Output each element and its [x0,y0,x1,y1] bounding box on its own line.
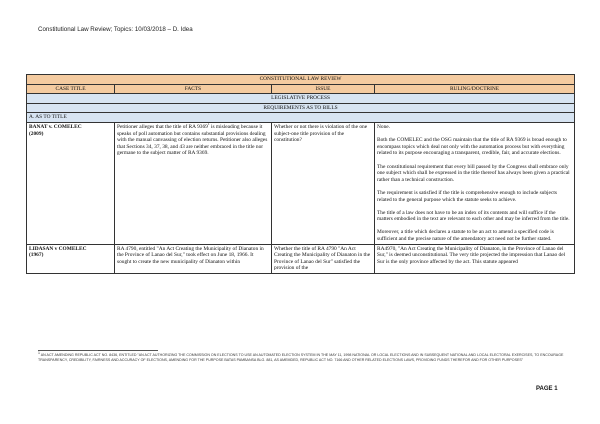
group-label-row [27,113,575,123]
column-header-facts: FACTS [115,84,272,94]
case-digest-table [26,74,575,274]
column-header-case-title: CASE TITLE [27,84,115,94]
page-number: PAGE 1 [536,386,558,392]
section-band: LEGISLATIVE PROCESS [27,94,575,104]
case-title-cell [27,244,115,273]
footnote-divider [38,350,158,351]
table-title: CONSTITUTIONAL LAW REVIEW [27,75,575,85]
facts-cell: RA 4790, entitled "An Act Creating the Municipality of Dianaton in the Province of Lanao del Sur," took effect on June 18, 1966. It sought to create the new municipality of Dianaton within [115,244,272,273]
case-name: BANAT v. COMELEC [29,123,82,130]
case-year: (1967) [29,252,44,259]
table-row [27,122,575,244]
issue-cell: Whether or not there is violation of the one subject-one title provision of the constitution? [272,122,375,244]
issue-cell: Whether the title of RA 4790 "An Act Creating the Municipality of Dianaton in the Province of Lanao del Sur" satisfied the provision of the [272,244,375,273]
ruling-paragraph: The requirement is satisfied if the title is comprehensive enough to include subjects related to the general purpose which the statute seeks to achieve. [377,189,557,203]
ruling-paragraph: None. [377,123,391,130]
column-header-row [27,84,575,94]
ruling-paragraph: Both the COMELEC and the OSG maintain that the title of RA 9369 is broad enough to encompass topics which deal not only with the automation process but with everything related to its purpose encouraging a transparent, credible, fair, and accurate elections. [377,137,567,157]
document-header: Constitutional Law Review; Topics: 10/03/2018 – D. Idea [38,26,193,33]
footnote [38,353,570,363]
case-name: LIDASAN v COMELEC [29,245,87,252]
table-title-row [27,75,575,85]
column-header-ruling: RULING/DOCTRINE [375,84,575,94]
section-band-row [27,94,575,104]
ruling-paragraph: Moreover, a title which declares a statute to be an act to amend a specified code is sufficient and the precise nature of the amendatory act need not be further stated. [377,229,554,243]
ruling-paragraph: The constitutional requirement that every bill passed by the Congress shall embrace only one subject which shall be expressed in the title thereof has always been given a practical rather than a technical construction. [377,163,570,183]
ruling-cell: RA4970, "An Act Creating the Municipality of Dianaton, in the Province of Lanao del Sur," is deemed unconstitutional. The very title projected the impression that Lanao del Sur is the only province affected by the act. This statute appeared [375,244,575,273]
group-label: A. AS TO TITLE [27,113,575,123]
ruling-cell [375,122,575,244]
table-row [27,244,575,273]
footnote-number: 1 [38,351,40,355]
subsection-band: REQUIREMENTS AS TO BILLS [27,103,575,113]
facts-cell [115,122,272,244]
facts-text: Petitioner alleges that the title of RA 9369 [117,123,208,130]
case-title-cell [27,122,115,244]
footnote-reference[interactable]: 1 [207,122,210,127]
subsection-band-row [27,103,575,113]
ruling-paragraph: The title of a law does not have to be an index of its contents and will suffice if the matters embodied in the text are relevant to each other and may be inferred from the title. [377,209,570,223]
case-year: (2009) [29,130,44,137]
footnote-text: AN ACT AMENDING REPUBLIC ACT NO. 8436, ENTITLED "AN ACT AUTHORIZING THE COMMISSION ON ELECTIONS TO USE AN AUTOMATED ELECTION SYSTEM IN THE MAY 11, 1998 NATIONAL OR LOCAL ELECTIONS AND IN SUBSEQUENT NATIONAL AND LOCAL ELECTORAL EXERCISES, TO ENCOURAGE TRANSPARENCY, CREDIBILITY, FAIRNESS AND ACCURACY OF ELECTIONS, AMENDING FOR THE PURPOSE BATAS PAMBANSA BLG. 881, AS AMEMDED, REPUBLIC ACT NO. 7166 AND OTHER RELATED ELECTIONS LAWS, PROVIDING FUNDS THEREFOR AND FOR OTHER PURPOSES" [38,353,564,363]
facts-text-continued: is misleading because it speaks of poll automation but contains substantial provisions dealing with the manual canvassing of election returns. Petitioner also alleges that Sections 34, 37, 38, and 43 are neither embraced in the title nor germane to the subject matter of RA 9369. [117,123,268,157]
column-header-issue: ISSUE [272,84,375,94]
